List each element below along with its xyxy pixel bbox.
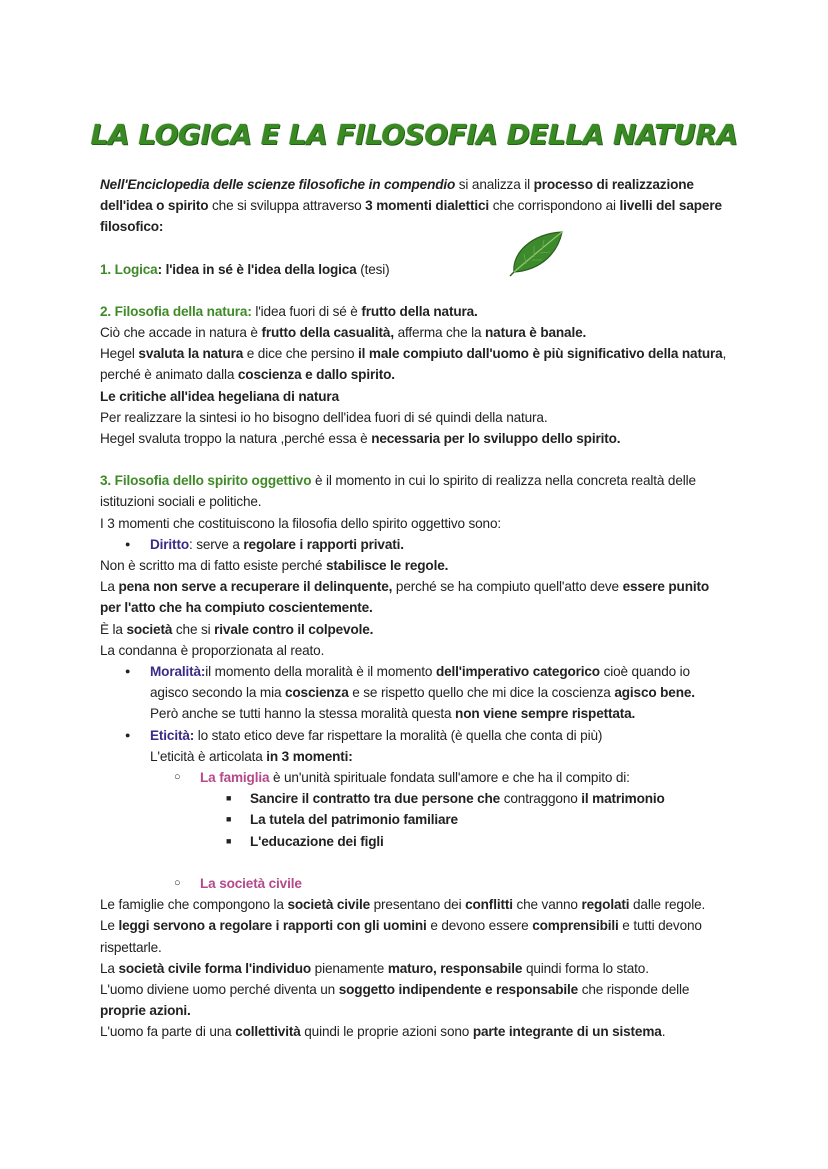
list-item-text: regolare i rapporti privati.	[243, 536, 404, 552]
natura-text: afferma che la	[393, 325, 486, 341]
civile-text: Le	[100, 918, 119, 934]
civile-text: quindi forma lo stato.	[522, 960, 649, 976]
natura-text: coscienza e dallo spirito.	[237, 367, 395, 383]
section-heading: 3. Filosofia dello spirito oggettivo	[100, 473, 312, 489]
spirito-list	[100, 873, 730, 894]
civile-paragraph	[100, 958, 730, 979]
document-body	[100, 174, 730, 1043]
natura-paragraph	[100, 322, 730, 343]
civile-text: presentano dei	[370, 897, 466, 913]
list-item-label: La società civile	[200, 875, 302, 891]
civile-text: proprie azioni.	[100, 1003, 191, 1019]
list-item-text: è un'unità spirituale fondata sull'amore e che ha il compito di:	[269, 770, 630, 786]
natura-subheading	[100, 386, 730, 407]
list-item-text: L'educazione dei figli	[250, 833, 384, 849]
list-item-matrimonio	[100, 788, 730, 809]
natura-paragraph: Per realizzare la sintesi io ho bisogno dell'idea fuori di sé quindi della natura.	[100, 409, 548, 425]
list-item-moralita	[100, 661, 730, 725]
civile-text: pienamente	[311, 960, 388, 976]
civile-paragraph	[100, 979, 730, 1021]
natura-text: Hegel svaluta troppo la natura ,perché essa è	[100, 431, 372, 447]
civile-text: soggetto indipendente e responsabile	[338, 981, 579, 997]
intro-text: Nell'Enciclopedia delle scienze filosofiche in compendio	[100, 177, 456, 192]
spirito-paragraph	[100, 470, 730, 512]
natura-text: il male compiuto dall'uomo è più significativo della natura	[358, 346, 723, 362]
logica-text: l'idea in sé è l'idea della logica	[165, 261, 357, 277]
civile-text: società civile forma l'individuo	[118, 960, 312, 976]
logica-text: (tesi)	[356, 261, 390, 277]
natura-text: , perché è animato dalla	[100, 346, 727, 383]
list-item-text: cioè quando io agisco secondo la mia	[150, 664, 690, 701]
intro-text: livelli del sapere filosofico:	[100, 198, 722, 235]
logica-text: :	[157, 261, 166, 277]
civile-text: collettività	[235, 1024, 301, 1040]
civile-text: comprensibili	[532, 918, 619, 934]
natura-text: Le critiche all'idea hegeliana di natura	[100, 388, 339, 404]
list-item-text: il momento della moralità è il momento	[205, 664, 436, 680]
natura-text: necessaria per lo sviluppo dello spirito.	[371, 431, 621, 447]
spirito-text: è il momento in cui lo spirito di realizza nella concreta realtà delle istituzioni sociali e politiche.	[100, 473, 696, 510]
intro-paragraph	[100, 174, 730, 238]
civile-text: leggi servono a regolare i rapporti con gli uomini	[118, 918, 427, 934]
natura-text: Ciò che accade in natura è	[100, 325, 262, 341]
diritto-text: rivale contro il colpevole.	[214, 621, 374, 637]
civile-text: parte integrante di un sistema	[472, 1024, 662, 1040]
list-item-eticita	[100, 725, 730, 767]
diritto-paragraph	[100, 619, 730, 640]
spirito-list	[100, 661, 730, 852]
civile-text: maturo, responsabile	[387, 960, 523, 976]
list-item-text: lo stato etico deve far rispettare la moralità (è quella che conta di più)	[194, 727, 603, 743]
diritto-paragraph	[100, 576, 730, 618]
civile-text: società civile	[287, 897, 370, 913]
natura-text: svaluta la natura	[138, 346, 244, 362]
intro-text: processo di realizzazione dell'idea o spirito	[100, 177, 694, 214]
logica-paragraph	[100, 259, 730, 280]
list-item-text: La tutela del patrimonio familiare	[250, 812, 458, 828]
civile-text: regolati	[581, 897, 630, 913]
section-heading: 2. Filosofia della natura:	[100, 303, 252, 319]
list-item-patrimonio	[100, 809, 730, 830]
page-title: LA LOGICA E LA FILOSOFIA DELLA NATURA	[90, 118, 738, 151]
list-item-label: Eticità:	[150, 727, 195, 743]
natura-paragraph	[100, 301, 730, 322]
diritto-text: essere punito per l'atto che ha compiuto coscientemente.	[100, 579, 709, 616]
natura-text: Hegel	[100, 346, 139, 362]
natura-text: frutto della natura.	[361, 303, 478, 319]
list-item-label: La famiglia	[200, 770, 270, 786]
diritto-text: Non è scritto ma di fatto esiste perché	[100, 558, 326, 574]
civile-text: quindi le proprie azioni sono	[300, 1024, 473, 1040]
civile-text: che vanno	[512, 897, 582, 913]
civile-text: e devono essere	[426, 918, 533, 934]
intro-text: che corrispondono ai	[489, 198, 620, 214]
civile-text: dalle regole.	[629, 897, 706, 913]
spirito-paragraph: I 3 momenti che costituiscono la filosofia dello spirito oggettivo sono:	[100, 515, 502, 531]
civile-text: conflitti	[465, 897, 513, 913]
list-item-label: Moralità:	[150, 664, 206, 680]
list-item-text: Sancire il contratto tra due persone che	[250, 791, 501, 807]
civile-text: Le famiglie che compongono la	[100, 897, 288, 913]
diritto-text: È la	[100, 621, 127, 637]
civile-paragraph	[100, 894, 730, 915]
civile-text: L'uomo fa parte di una	[100, 1024, 236, 1040]
civile-text: che risponde delle	[578, 981, 690, 997]
civile-paragraph	[100, 1021, 730, 1042]
list-item-diritto	[100, 534, 730, 555]
natura-paragraph	[100, 343, 730, 385]
list-item-text: coscienza	[284, 685, 349, 701]
list-item-text: L'eticità è articolata	[150, 748, 267, 764]
list-item-label: Diritto	[150, 536, 189, 552]
diritto-text: La	[100, 579, 119, 595]
list-item-text: Però anche se tutti hanno la stessa moralità questa	[150, 706, 456, 722]
list-item-text: non viene sempre rispettata.	[455, 706, 636, 722]
list-item-text: il matrimonio	[581, 791, 665, 807]
natura-text: l'idea fuori di sé è	[251, 303, 362, 319]
list-item-text: in 3 momenti:	[266, 748, 353, 764]
diritto-text: che si	[172, 621, 215, 637]
diritto-text: perché se ha compiuto quell'atto deve	[392, 579, 623, 595]
intro-text: che si sviluppa attraverso	[208, 198, 366, 214]
natura-paragraph	[100, 428, 730, 449]
diritto-paragraph: La condanna è proporzionata al reato.	[100, 642, 325, 658]
spirito-list	[100, 534, 730, 555]
intro-text: si analizza il	[455, 177, 534, 192]
civile-text: La	[100, 960, 119, 976]
civile-text: .	[661, 1024, 666, 1040]
list-item-text: contraggono	[500, 791, 582, 807]
section-heading: 1. Logica	[100, 261, 158, 277]
list-item-educazione	[100, 831, 730, 852]
list-item-text: e se rispetto quello che mi dice la coscienza	[348, 685, 615, 701]
diritto-text: società	[126, 621, 173, 637]
diritto-text: pena non serve a recuperare il delinquente,	[118, 579, 393, 595]
list-item-societa-civile	[100, 873, 730, 894]
natura-text: natura è banale.	[485, 325, 587, 341]
intro-text: 3 momenti dialettici	[365, 198, 490, 214]
list-item-famiglia	[100, 767, 730, 788]
diritto-paragraph	[100, 555, 730, 576]
civile-paragraph	[100, 915, 730, 957]
civile-text: e tutti devono rispettarle.	[100, 918, 702, 955]
diritto-text: stabilisce le regole.	[325, 558, 449, 574]
civile-text: L'uomo diviene uomo perché diventa un	[100, 981, 339, 997]
list-item-text: dell'imperativo categorico	[435, 664, 600, 680]
natura-text: frutto della casualità,	[261, 325, 394, 341]
list-item-text: agisco bene.	[614, 685, 695, 701]
natura-text: e dice che persino	[243, 346, 359, 362]
list-item-text: : serve a	[188, 536, 244, 552]
